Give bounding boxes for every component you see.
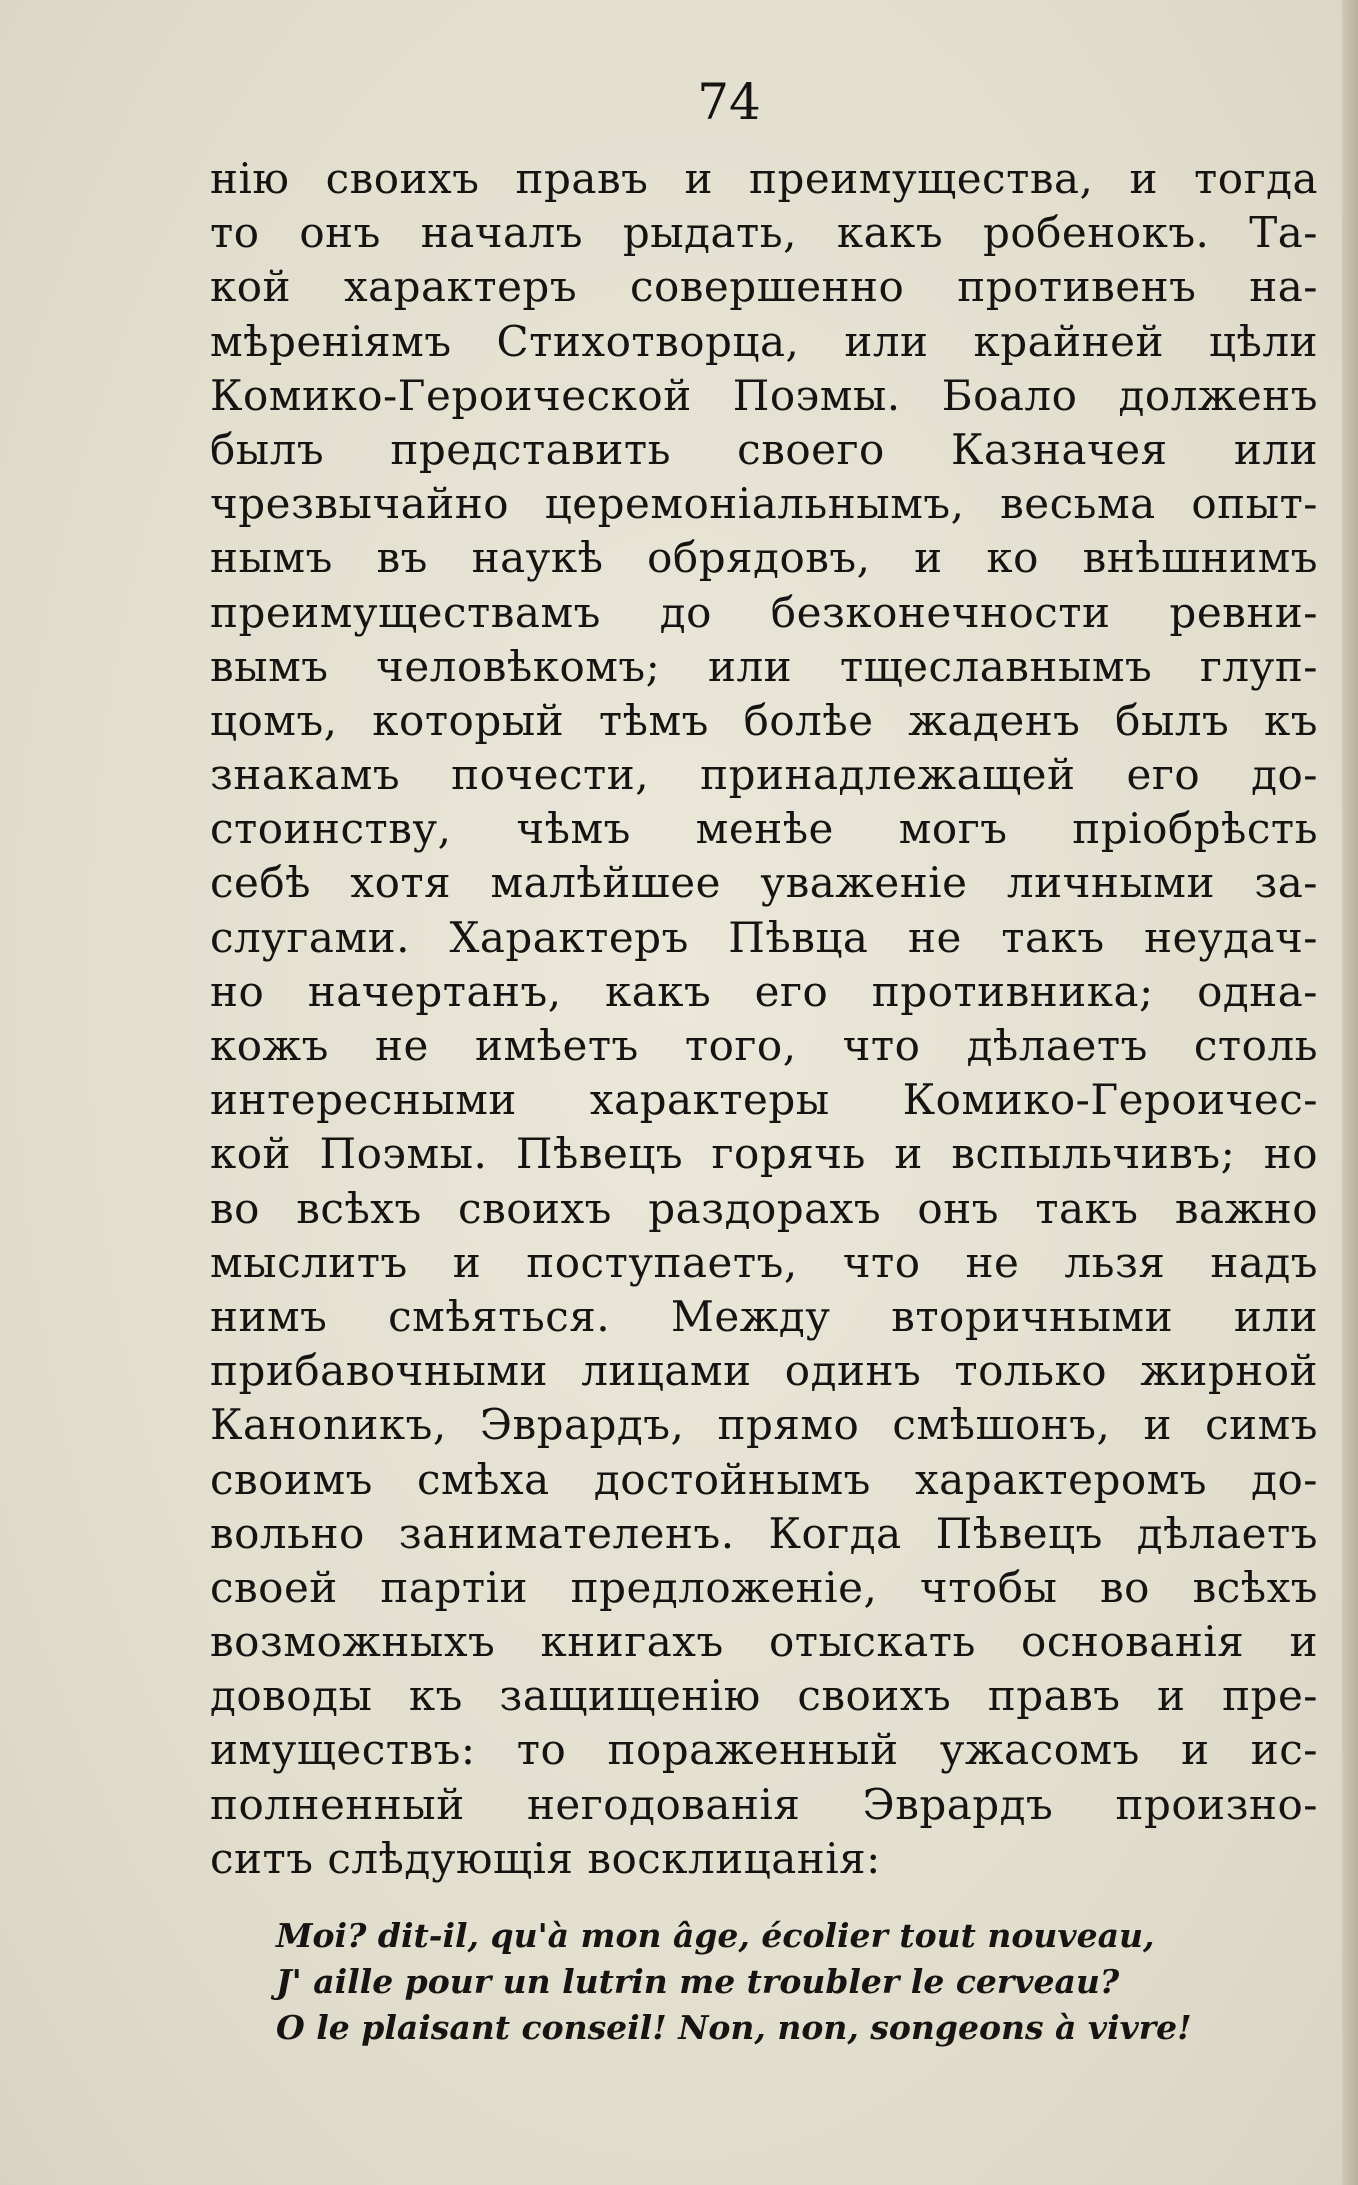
text-line: нію своихъ правъ и преимущества, и тогда xyxy=(210,154,1318,203)
text-line: прибавочными лицами одинъ только жирной xyxy=(210,1346,1318,1396)
text-line: знакамъ почести, принадлежащей его до- xyxy=(210,750,1318,800)
text-line: былъ представить своего Казначея или xyxy=(210,424,1318,474)
text-line: то онъ началъ рыдать, какъ робенокъ. Та- xyxy=(210,208,1318,258)
text-line: возможныхъ книгахъ отыскать основанія и xyxy=(210,1617,1318,1667)
text-line: нымъ въ наукѣ обрядовъ, и ко внѣшнимъ xyxy=(210,533,1318,583)
text-line: вольно занимателенъ. Когда Пѣвецъ дѣлаетъ xyxy=(210,1508,1318,1558)
verse-line: Moi? dit-il, qu'à mon âge, écolier tout nouveau, xyxy=(276,1916,1155,1955)
verse-quote xyxy=(276,1913,1192,2051)
text-line: во всѣхъ своихъ раздорахъ онъ такъ важно xyxy=(210,1183,1318,1233)
text-line: мыслитъ и поступаетъ, что не льзя надъ xyxy=(210,1237,1318,1287)
text-line: своимъ смѣха достойнымъ характеромъ до- xyxy=(210,1454,1318,1504)
text-line: цомъ, который тѣмъ болѣе жаденъ былъ къ xyxy=(210,695,1318,745)
page-number: 74 xyxy=(697,73,761,131)
verse-line: J' aille pour un lutrin me troubler le cerveau? xyxy=(276,1962,1120,2001)
text-line: Комико-Героической Поэмы. Боало долженъ xyxy=(210,370,1318,420)
page-edge xyxy=(1342,0,1358,2185)
text-line: кой Поэмы. Пѣвецъ горячь и вспыльчивъ; но xyxy=(210,1129,1318,1179)
text-line: имуществъ: то пораженный ужасомъ и ис- xyxy=(210,1725,1318,1775)
text-line: слугами. Характеръ Пѣвца не такъ неудач- xyxy=(210,912,1318,962)
text-line: своей партіи предложеніе, чтобы во всѣхъ xyxy=(210,1562,1318,1612)
text-line: преимуществамъ до безконечности ревни- xyxy=(210,587,1318,637)
text-line: ситъ слѣдующія восклицанія: xyxy=(210,1833,881,1883)
text-line: себѣ хотя малѣйшее уваженіе личными за- xyxy=(210,858,1318,908)
text-line: мѣреніямъ Стихотворца, или крайней цѣли xyxy=(210,316,1318,366)
body-text xyxy=(210,152,1318,1886)
text-line: стоинству, чѣмъ менѣе могъ пріобрѣсть xyxy=(210,804,1318,854)
text-line: полненный негодованія Эврардъ произно- xyxy=(210,1779,1318,1829)
text-line: чрезвычайно церемоніальнымъ, весьма опыт- xyxy=(210,479,1318,529)
text-line: доводы къ защищенію своихъ правъ и пре- xyxy=(210,1671,1318,1721)
text-line: интересными характеры Комико-Героичес- xyxy=(210,1075,1318,1125)
text-line: Канonикъ, Эврардъ, прямо смѣшонъ, и симъ xyxy=(210,1400,1318,1450)
text-line: вымъ человѣкомъ; или тщеславнымъ глуп- xyxy=(210,641,1318,691)
text-line: но начертанъ, какъ его противника; одна- xyxy=(210,966,1318,1016)
verse-line: O le plaisant conseil! Non, non, songeons à vivre! xyxy=(276,2008,1192,2047)
text-line: кожъ не имѣетъ того, что дѣлаетъ столь xyxy=(210,1021,1318,1070)
text-line: кой характеръ совершенно противенъ на- xyxy=(210,262,1318,312)
text-line: нимъ смѣяться. Между вторичными или xyxy=(210,1291,1318,1341)
